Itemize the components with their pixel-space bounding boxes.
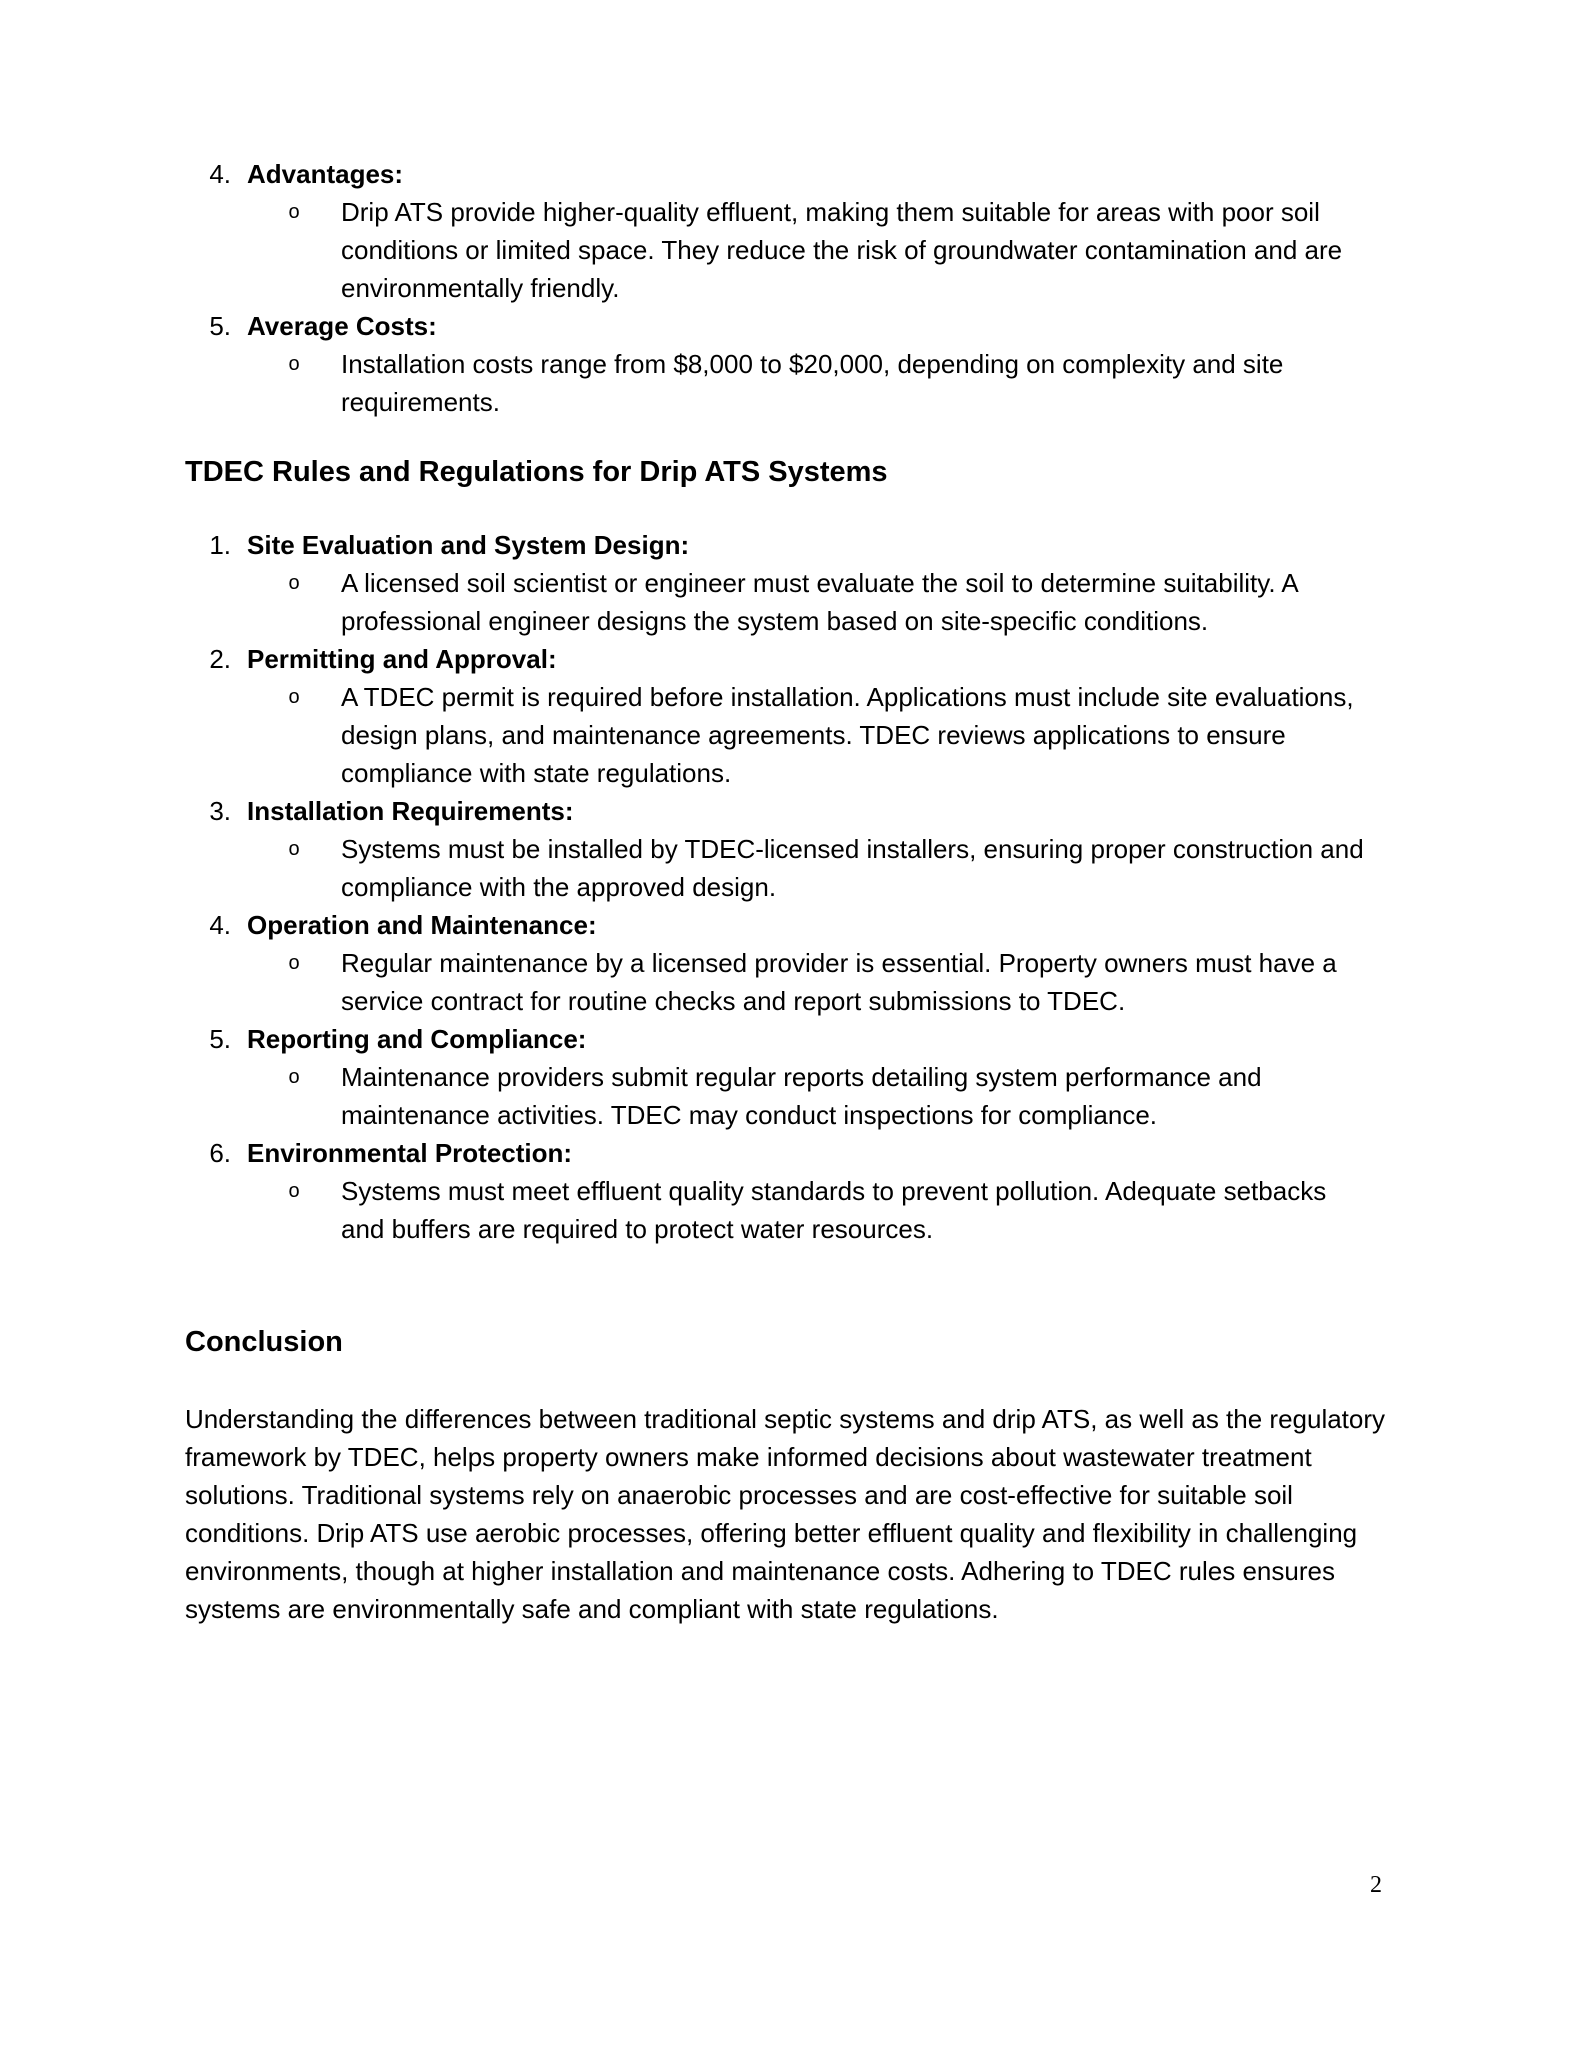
list-item-title: Operation and Maintenance: bbox=[247, 910, 597, 940]
list-item-number: 3. bbox=[209, 796, 231, 826]
bullet-icon: o bbox=[288, 1066, 300, 1088]
list-item-number: 5. bbox=[209, 311, 231, 341]
continued-list bbox=[185, 155, 1405, 421]
list-item-title: Permitting and Approval: bbox=[247, 644, 557, 674]
section-heading: TDEC Rules and Regulations for Drip ATS Systems bbox=[185, 456, 888, 488]
list-item bbox=[185, 526, 1405, 640]
sub-bullet bbox=[247, 193, 1405, 307]
list-item-number: 4. bbox=[209, 159, 231, 189]
list-item bbox=[185, 307, 1405, 421]
list-item bbox=[185, 906, 1405, 1020]
list-item bbox=[185, 640, 1405, 792]
tdec-section bbox=[185, 452, 1405, 1248]
continued-list-section bbox=[185, 155, 1405, 421]
bullet-icon: o bbox=[288, 1180, 300, 1202]
sub-bullet-text: Systems must be installed by TDEC-licensed installers, ensuring proper construction and compliance with the approved design. bbox=[341, 834, 1364, 902]
sub-bullet bbox=[247, 1058, 1405, 1134]
list-item-title: Reporting and Compliance: bbox=[247, 1024, 587, 1054]
sub-bullet-text: A TDEC permit is required before installation. Applications must include site evaluations, design plans, and maintenance agreements. TDEC reviews applications to ensure compliance with state regulations. bbox=[341, 682, 1354, 788]
bullet-icon: o bbox=[288, 201, 300, 223]
list-item-number: 5. bbox=[209, 1024, 231, 1054]
sub-bullet bbox=[247, 830, 1405, 906]
bullet-icon: o bbox=[288, 952, 300, 974]
list-item bbox=[185, 1020, 1405, 1134]
list-item-title: Advantages: bbox=[247, 159, 404, 189]
conclusion-paragraph: Understanding the differences between traditional septic systems and drip ATS, as well as the regulatory framework by TDEC, helps property owners make informed decisions about wastewater treatment solutions. Traditional systems rely on anaerobic processes and are cost-effective for suitable soil conditions. Drip ATS use aerobic processes, offering better effluent quality and flexibility in challenging environments, though at higher installation and maintenance costs. Adhering to TDEC rules ensures systems are environmentally safe and compliant with state regulations. bbox=[185, 1404, 1386, 1624]
list-item bbox=[185, 792, 1405, 906]
list-item-number: 1. bbox=[209, 530, 231, 560]
bullet-icon: o bbox=[288, 686, 300, 708]
sub-bullet-text: Regular maintenance by a licensed provider is essential. Property owners must have a service contract for routine checks and report submissions to TDEC. bbox=[341, 948, 1337, 1016]
list-item-title: Installation Requirements: bbox=[247, 796, 574, 826]
sub-bullet bbox=[247, 345, 1405, 421]
sub-bullet bbox=[247, 564, 1405, 640]
tdec-rules-list bbox=[185, 526, 1405, 1248]
list-item-number: 4. bbox=[209, 910, 231, 940]
sub-bullet bbox=[247, 678, 1405, 792]
list-item bbox=[185, 1134, 1405, 1248]
conclusion-section bbox=[185, 1322, 1405, 1654]
sub-bullet-text: A licensed soil scientist or engineer must evaluate the soil to determine suitability. A professional engineer designs the system based on site-specific conditions. bbox=[341, 568, 1298, 636]
sub-bullet bbox=[247, 944, 1405, 1020]
bullet-icon: o bbox=[288, 838, 300, 860]
list-item-title: Average Costs: bbox=[247, 311, 437, 341]
sub-bullet-text: Systems must meet effluent quality standards to prevent pollution. Adequate setbacks and buffers are required to protect water resources. bbox=[341, 1176, 1327, 1244]
sub-bullet-text: Drip ATS provide higher-quality effluent, making them suitable for areas with poor soil conditions or limited space. They reduce the risk of groundwater contamination and are environmentally friendly. bbox=[341, 197, 1343, 303]
bullet-icon: o bbox=[288, 572, 300, 594]
list-item-title: Environmental Protection: bbox=[247, 1138, 573, 1168]
list-item bbox=[185, 155, 1405, 307]
sub-bullet bbox=[247, 1172, 1405, 1248]
section-heading: Conclusion bbox=[185, 1326, 343, 1358]
sub-bullet-text: Installation costs range from $8,000 to $20,000, depending on complexity and site requirements. bbox=[341, 349, 1284, 417]
bullet-icon: o bbox=[288, 353, 300, 375]
list-item-number: 2. bbox=[209, 644, 231, 674]
list-item-number: 6. bbox=[209, 1138, 231, 1168]
page-number: 2 bbox=[1370, 1872, 1382, 1898]
list-item-title: Site Evaluation and System Design: bbox=[247, 530, 690, 560]
sub-bullet-text: Maintenance providers submit regular reports detailing system performance and maintenance activities. TDEC may conduct inspections for compliance. bbox=[341, 1062, 1262, 1130]
